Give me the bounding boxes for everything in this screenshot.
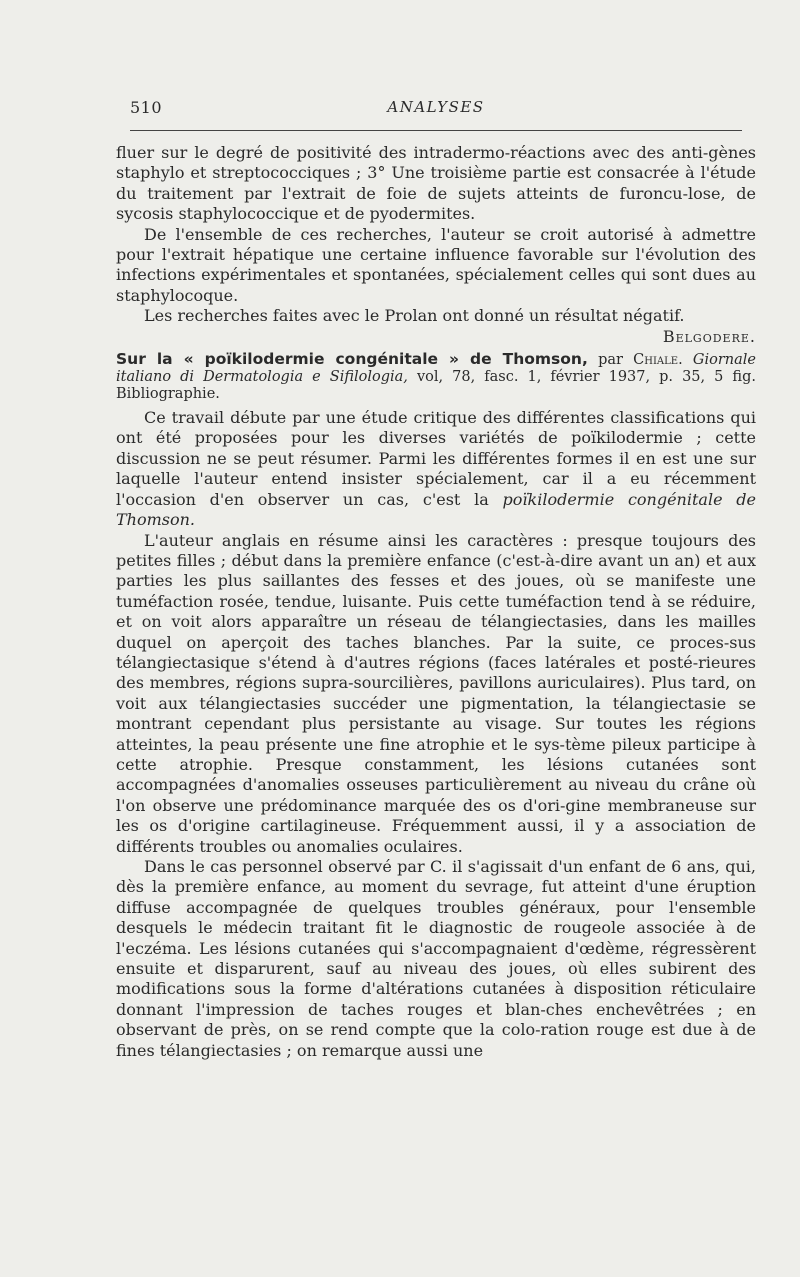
header-rule <box>130 130 742 131</box>
citation-journal: Giornale italiano di Dermatologia e Sifilologia, <box>116 352 757 386</box>
page-number: 510 <box>130 98 163 117</box>
running-title: ANALYSES <box>387 98 485 116</box>
intro-paragraph-1: fluer sur le degré de positivité des intradermo-réactions avec des anti-gènes staphylo et streptococciques ; 3° Une troisième partie est consacrée à l'étude du traitement par l'extrait de foie de sujets atteints de furoncu-lose, de sycosis staphylococcique et de pyodermites. <box>116 143 756 224</box>
intro-paragraph-3: Les recherches faites avec le Prolan ont donné un résultat négatif. <box>144 306 685 326</box>
page-body <box>116 143 756 1061</box>
citation-par: par <box>587 352 634 369</box>
article-paragraph-2: L'auteur anglais en résume ainsi les caractères : presque toujours des petites filles ; début dans la première enfance (c'est-à-dire avant un an) et aux parties les plus saillantes des fesses et des joues, où se manifeste une tuméfaction rosée, tendue, luisante. Puis cette tuméfaction tend à se réduire, et on voit alors apparaître un réseau de télangiectasies, dans les mailles duquel on aperçoit des taches blanches. Par la suite, ce proces-sus télangiectasique s'étend à d'autres régions (faces latérales et posté-rieures des membres, régions supra-sourcilières, pavillons auriculaires). Plus tard, on voit aux télangiectasies succéder une pigmentation, la télangiectasie se montrant cependant plus persistante au visage. Sur toutes les régions atteintes, la peau présente une fine atrophie et le sys-tème pileux participe à cette atrophie. Presque constamment, les lésions cutanées sont accompagnées d'anomalies osseuses particulièrement au niveau du crâne où l'on observe une prédominance marquée des os d'ori-gine membraneuse sur les os d'origine cartilagineuse. Fréquemment aussi, il y a association de différents troubles ou anomalies oculaires. <box>116 530 756 856</box>
article-paragraph-1 <box>116 408 756 530</box>
page-header <box>130 98 742 120</box>
article-paragraph-1-italic: poïkilodermie congénitale de Thomson. <box>116 489 757 530</box>
reviewer-signature: Belgodere. <box>662 326 756 346</box>
article-paragraph-3: Dans le cas personnel observé par C. il s'agissait d'un enfant de 6 ans, qui, dès la première enfance, au moment du sevrage, fut atteint d'une éruption diffuse accompagnée de quelques troubles généraux, pour l'ensemble desquels le médecin traitant fit le diagnostic de rougeole associée à de l'eczéma. Les lésions cutanées qui s'accompagnaient d'œdème, régressèrent ensuite et disparurent, sauf au niveau des joues, où elles subirent des modifications sous la forme d'altérations cutanées à disposition réticulaire donnant l'impression de taches rouges et blan-ches enchevêtrées ; en observant de près, on se rend compte que la colo-ration rouge est due à de fines télangiectasies ; on remarque aussi une <box>116 857 756 1060</box>
citation-title: Sur la « poïkilodermie congénitale » de Thomson, <box>116 350 588 369</box>
article-citation <box>116 351 756 403</box>
citation-details: vol, 78, fasc. 1, février 1937, p. 35, 5 fig. Bibliographie. <box>116 369 756 403</box>
article-paragraph-1-text: Ce travail débute par une étude critique des différentes classifications qui ont été proposées pour les diverses variétés de poïkilodermie ; cette discussion ne se peut résumer. Parmi les différentes formes il en est une sur laquelle l'auteur entend insister spécialement, car il a eu récemment l'occasion d'en observer un cas, c'est la <box>116 408 756 509</box>
intro-paragraph-2: De l'ensemble de ces recherches, l'auteur se croit autorisé à admettre pour l'extrait hépatique une certaine influence favorable sur l'évolution des infections expérimentales et spontanées, spécialement celles qui sont dues au staphylocoque. <box>116 224 756 305</box>
citation-author: Chiale. <box>633 352 683 369</box>
